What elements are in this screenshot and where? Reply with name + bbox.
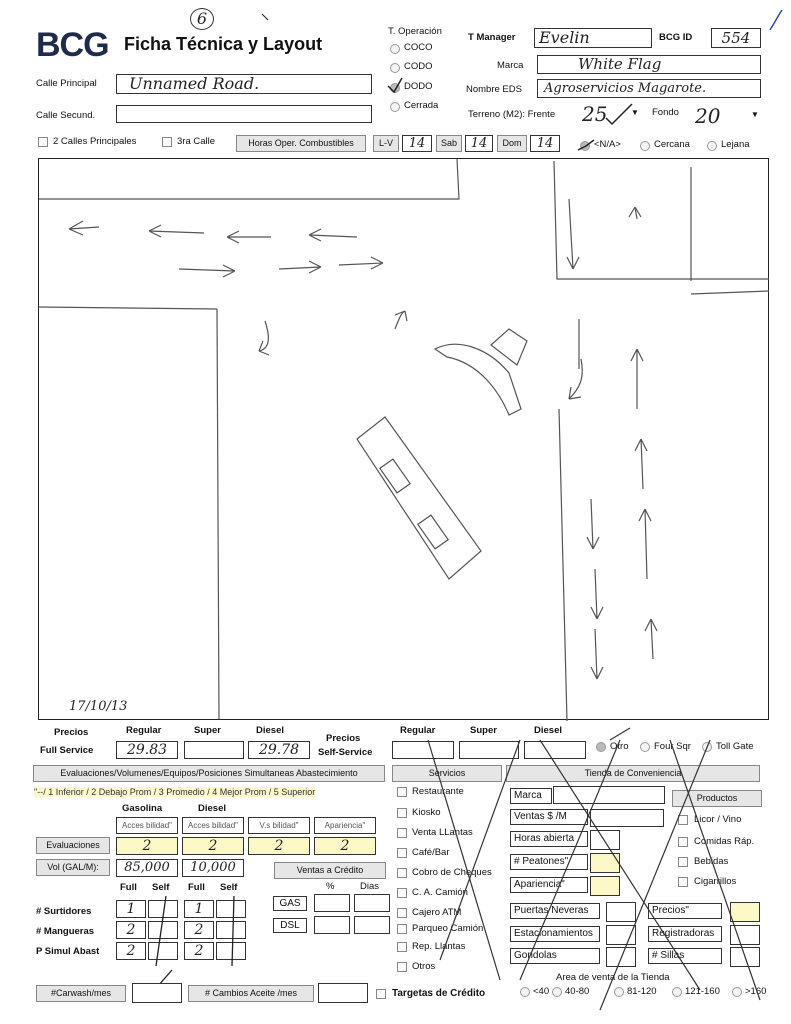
radio-area-3-label: 81-120 — [627, 986, 657, 997]
servicio-cafe-label: Café/Bar — [412, 847, 450, 858]
fondo-field[interactable]: 20 — [695, 104, 721, 128]
precios-tienda-label: Precios" — [648, 903, 722, 919]
marca-label: Marca — [497, 60, 524, 71]
bcg-logo: BCG — [36, 26, 109, 64]
t-manager-label: T Manager — [468, 32, 516, 43]
dos-calles-label: 2 Calles Principales — [53, 136, 137, 147]
apariencia-label: Apariencia" — [510, 877, 588, 893]
simul-label: P Simul Abast — [36, 946, 100, 957]
cambios-aceite-label: # Cambios Aceite /mes — [188, 985, 314, 1002]
ventas-label: Ventas $ /M — [510, 809, 588, 825]
sab-field[interactable]: 14 — [465, 135, 493, 152]
radio-dodo-label: DODO — [404, 81, 433, 92]
tarjetas-credito-checkbox[interactable] — [376, 989, 386, 999]
vol-diesel-field[interactable]: 10,000 — [182, 859, 244, 877]
full-header-2: Full — [188, 882, 205, 893]
eval-col-header-4: Apariencia" — [314, 817, 376, 834]
eval-value-2[interactable]: 2 — [182, 837, 244, 855]
eval-value-3[interactable]: 2 — [248, 837, 310, 855]
surtidores-full-gas[interactable]: 1 — [116, 900, 146, 918]
sillas-label: # Sillas — [648, 948, 722, 964]
regular-full-field[interactable]: 29.83 — [116, 741, 178, 759]
simul-full-gas[interactable]: 2 — [116, 942, 146, 960]
calle-principal-field[interactable]: Unnamed Road. — [116, 74, 372, 94]
ventas-credito-button[interactable]: Ventas a Crédito — [274, 862, 386, 879]
cambios-aceite-field[interactable] — [318, 983, 368, 1003]
radio-cerrada-label: Cerrada — [404, 100, 439, 111]
full-service-label: Full Service — [40, 745, 94, 756]
terreno-label: Terreno (M2): Frente — [468, 109, 556, 120]
eval-col-header-1: Acces bilidad" — [116, 817, 178, 834]
fondo-label: Fondo — [652, 107, 679, 118]
regular-header: Regular — [126, 725, 162, 736]
self-service-label: Self-Service — [318, 747, 373, 758]
horas-abierta-label: Horas abierta — [510, 831, 588, 847]
marca-field[interactable]: White Flag — [537, 55, 761, 74]
page-mark: 6 — [190, 8, 214, 30]
bcg-id-field[interactable]: 554 — [711, 28, 761, 48]
regular-self-header: Regular — [400, 725, 436, 736]
servicio-atm-label: Cajero ATM — [412, 907, 462, 918]
scale-legend: "--/ 1 Inferior / 2 Debajo Prom / 3 Promedio / 4 Mejor Prom / 5 Superior — [34, 787, 316, 797]
tarjetas-credito-label: Targetas de Crédito — [392, 988, 486, 999]
tercera-calle-label: 3ra Calle — [177, 136, 216, 147]
carwash-label: #Carwash/mes — [36, 985, 126, 1002]
radio-lejana-label: Lejana — [721, 139, 750, 150]
producto-bebidas-label: Bebidas — [694, 856, 729, 867]
vol-gas-field[interactable]: 85,000 — [116, 859, 178, 877]
servicio-kiosko-label: Kiosko — [412, 807, 441, 818]
gondolas-label: Gondolas — [510, 948, 600, 964]
servicio-llantas-label: Venta LLantas — [412, 827, 473, 838]
full-header-1: Full — [120, 882, 137, 893]
servicio-parqueo-label: Parqueo Camión — [412, 923, 484, 934]
peatones-label: # Peatones" — [510, 854, 588, 870]
super-header: Super — [194, 725, 221, 736]
sab-label: Sab — [436, 135, 462, 152]
t-manager-field[interactable]: Evelin — [534, 28, 652, 48]
mangueras-full-gas[interactable]: 2 — [116, 921, 146, 939]
precios-label: Precios — [54, 727, 89, 738]
lv-label: L-V — [373, 135, 399, 152]
eval-value-4[interactable]: 2 — [314, 837, 376, 855]
nombre-eds-label: Nombre EDS — [466, 84, 522, 95]
mangueras-full-diesel[interactable]: 2 — [184, 921, 214, 939]
eval-col-header-3: V.s bilidad" — [248, 817, 310, 834]
mangueras-label: # Mangueras — [36, 926, 95, 937]
productos-button[interactable]: Productos — [672, 790, 762, 807]
layout-date: 17/10/13 — [69, 699, 128, 714]
radio-toll-gate-label: Toll Gate — [716, 741, 754, 752]
fondo-dropdown-icon[interactable]: ▼ — [751, 110, 759, 119]
servicios-title: Servicios — [392, 765, 502, 782]
horas-oper-button[interactable]: Horas Oper. Combustibles — [236, 135, 366, 152]
area-venta-label: Area de venta de la Tienda — [556, 972, 670, 983]
operacion-label: T. Operación — [388, 26, 442, 37]
puertas-label: Puertas Neveras — [510, 903, 600, 919]
radio-area-4-label: 121-160 — [685, 986, 720, 997]
radio-codo-label: CODO — [404, 61, 433, 72]
servicio-otros-label: Otros — [412, 961, 436, 972]
estacionamientos-label: Estacionamientos — [510, 926, 600, 942]
surtidores-full-diesel[interactable]: 1 — [184, 900, 214, 918]
eval-value-1[interactable]: 2 — [116, 837, 178, 855]
vol-label: Vol (GAL/M): — [36, 859, 110, 876]
radio-otro-label: Otro — [610, 741, 629, 752]
evaluaciones-button[interactable]: Evaluaciones — [36, 837, 110, 854]
lv-field[interactable]: 14 — [402, 135, 432, 152]
dias-label: Dias — [360, 881, 380, 892]
simul-full-diesel[interactable]: 2 — [184, 942, 214, 960]
producto-comidas-label: Comidas Ráp. — [694, 836, 755, 847]
servicio-camion-label: C. A. Camión — [412, 887, 468, 898]
calle-secund-label: Calle Secund. — [36, 110, 96, 121]
surtidores-label: # Surtidores — [36, 906, 92, 917]
diesel-header: Diesel — [256, 725, 284, 736]
gasolina-label: Gasolina — [122, 803, 163, 814]
radio-cercana-label: Cercana — [654, 139, 690, 150]
pct-label: % — [326, 881, 335, 892]
nombre-eds-field[interactable]: Agroservicios Magarote. — [537, 79, 761, 98]
precios-self-label: Precios — [326, 733, 361, 744]
carwash-field[interactable] — [132, 983, 182, 1003]
dom-label: Dom — [497, 135, 527, 152]
radio-four-sqr-label: Four Sqr — [654, 741, 691, 752]
dom-field[interactable]: 14 — [530, 135, 560, 152]
evaluaciones-bar[interactable]: Evaluaciones/Volumenes/Equipos/Posiciones Simultaneas Abastecimiento — [33, 765, 385, 782]
page-title: Ficha Técnica y Layout — [124, 34, 323, 54]
radio-na-label: <N/A> — [594, 139, 621, 150]
eval-col-header-2: Acces bilidad" — [182, 817, 244, 834]
tienda-marca-label: Marca — [510, 788, 552, 804]
dsl-label: DSL — [273, 918, 307, 933]
servicio-restaurante-label: Restaurante — [412, 786, 464, 797]
producto-cigarrillos-label: Cigarrillos — [694, 876, 737, 887]
calle-principal-label: Calle Principal — [36, 78, 97, 89]
bcg-id-label: BCG ID — [659, 32, 693, 43]
self-header-2: Self — [220, 882, 238, 893]
diesel-eval-label: Diesel — [198, 803, 226, 814]
servicio-rep-llantas-label: Rep. Llantas — [412, 941, 466, 952]
radio-coco-label: COCO — [404, 42, 433, 53]
servicio-cheques-label: Cobro de Cheques — [412, 867, 492, 878]
registradoras-label: Registradoras — [648, 926, 722, 942]
radio-area-5-label: >160 — [745, 986, 767, 997]
gas-label: GAS — [273, 896, 307, 911]
producto-licor-label: Licor / Vino — [694, 814, 742, 825]
self-header-1: Self — [152, 882, 170, 893]
tienda-title: Tienda de Conveniencia — [506, 765, 760, 782]
radio-area-1-label: <40 — [533, 986, 550, 997]
diesel-full-field[interactable]: 29.78 — [248, 741, 310, 759]
diesel-self-header: Diesel — [534, 725, 562, 736]
super-self-header: Super — [470, 725, 497, 736]
frente-field[interactable]: 25 — [582, 102, 608, 126]
frente-dropdown-icon[interactable]: ▼ — [631, 108, 639, 117]
radio-area-2-label: 40-80 — [565, 986, 590, 997]
